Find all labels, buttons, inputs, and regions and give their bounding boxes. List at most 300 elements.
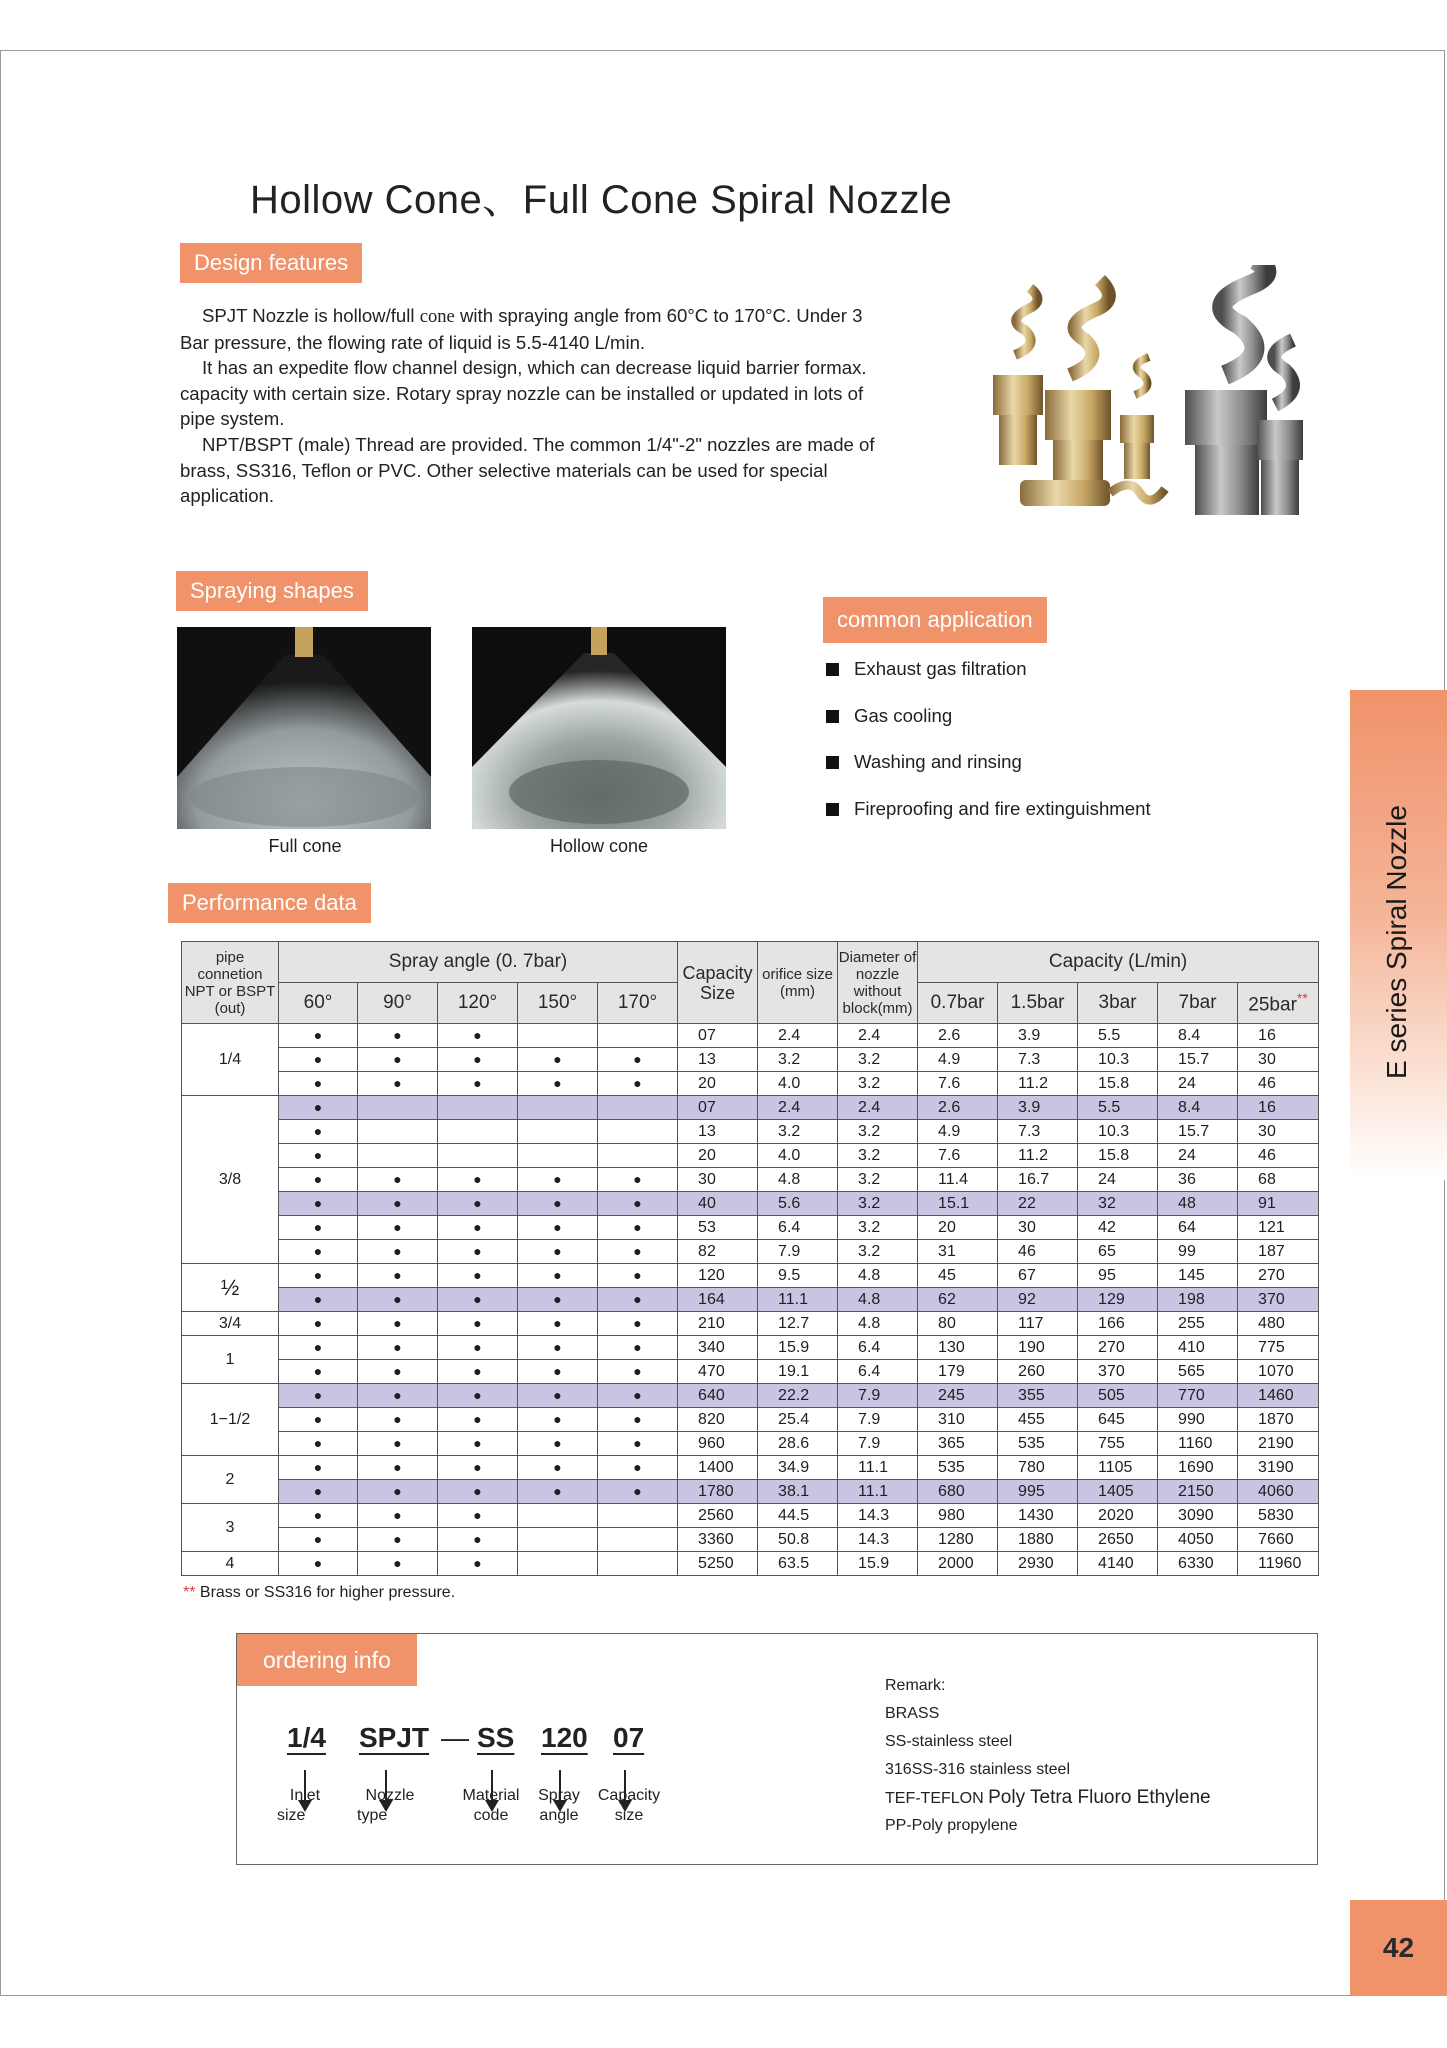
diameter-cell: 14.3 — [838, 1504, 918, 1528]
pressure-header: 25bar** — [1238, 983, 1319, 1024]
remark-block — [885, 1672, 1211, 1840]
pressure-header: 7bar — [1158, 983, 1238, 1024]
angle-available-dot-icon: ● — [598, 1168, 678, 1192]
angle-available-dot-icon: ● — [518, 1216, 598, 1240]
angle-available-dot-icon: ● — [518, 1048, 598, 1072]
angle-cell-empty — [598, 1096, 678, 1120]
capacity-cell: 370 — [1078, 1360, 1158, 1384]
remark-item: BRASS — [885, 1705, 940, 1722]
angle-header: 150° — [518, 983, 598, 1024]
angle-available-dot-icon: ● — [598, 1216, 678, 1240]
side-tab-label: E series Spiral Nozzle — [1381, 805, 1412, 1079]
diameter-cell: 7.9 — [838, 1408, 918, 1432]
angle-available-dot-icon: ● — [438, 1456, 518, 1480]
capacity-cell: 3.9 — [998, 1024, 1078, 1048]
capacity-cell: 365 — [918, 1432, 998, 1456]
angle-available-dot-icon: ● — [279, 1072, 358, 1096]
angle-available-dot-icon: ● — [518, 1480, 598, 1504]
orifice-cell: 7.9 — [758, 1240, 838, 1264]
square-bullet-icon — [826, 803, 839, 816]
angle-available-dot-icon: ● — [518, 1360, 598, 1384]
capacity-size-cell: 1400 — [678, 1456, 758, 1480]
capacity-size-cell: 30 — [678, 1168, 758, 1192]
table-row — [182, 1024, 1319, 1048]
ordering-info-heading: ordering info — [237, 1634, 417, 1686]
design-text-p1c: with spraying angle from 60°C to 170°C. Under 3 Bar pressure, the flowing rate of liquid is 5.5-4140 L/min. — [180, 305, 863, 353]
table-row — [182, 1288, 1319, 1312]
capacity-cell: 20 — [918, 1216, 998, 1240]
angle-available-dot-icon: ● — [438, 1168, 518, 1192]
angle-available-dot-icon: ● — [279, 1192, 358, 1216]
capacity-cell: 2020 — [1078, 1504, 1158, 1528]
table-row — [182, 1552, 1319, 1576]
capacity-cell: 4.9 — [918, 1048, 998, 1072]
angle-available-dot-icon: ● — [279, 1168, 358, 1192]
angle-available-dot-icon: ● — [518, 1312, 598, 1336]
nozzle-diameter-header: Diameter of nozzle without block(mm) — [838, 942, 918, 1024]
code-material: SS — [477, 1722, 515, 1753]
pressure-header: 0.7bar — [918, 983, 998, 1024]
pressure-header: 3bar — [1078, 983, 1158, 1024]
capacity-cell: 645 — [1078, 1408, 1158, 1432]
capacity-cell: 775 — [1238, 1336, 1319, 1360]
angle-available-dot-icon: ● — [438, 1264, 518, 1288]
diameter-cell: 14.3 — [838, 1528, 918, 1552]
capacity-cell: 46 — [1238, 1072, 1319, 1096]
capacity-cell: 2.6 — [918, 1096, 998, 1120]
capacity-cell: 270 — [1078, 1336, 1158, 1360]
remark-item: PP-Poly propylene — [885, 1817, 1018, 1834]
angle-available-dot-icon: ● — [279, 1312, 358, 1336]
capacity-size-cell: 5250 — [678, 1552, 758, 1576]
angle-available-dot-icon: ● — [279, 1024, 358, 1048]
angle-cell-empty — [518, 1144, 598, 1168]
angle-available-dot-icon: ● — [358, 1216, 438, 1240]
orifice-cell: 4.0 — [758, 1144, 838, 1168]
table-row — [182, 1144, 1319, 1168]
application-list — [824, 656, 1151, 842]
pipe-connection-header: pipe connetion NPT or BSPT (out) — [182, 942, 279, 1024]
angle-available-dot-icon: ● — [279, 1432, 358, 1456]
angle-available-dot-icon: ● — [438, 1336, 518, 1360]
angle-cell-empty — [598, 1120, 678, 1144]
capacity-cell: 64 — [1158, 1216, 1238, 1240]
angle-available-dot-icon: ● — [598, 1264, 678, 1288]
nozzle-product-image — [975, 265, 1305, 530]
capacity-cell: 7660 — [1238, 1528, 1319, 1552]
capacity-cell: 255 — [1158, 1312, 1238, 1336]
capacity-cell: 8.4 — [1158, 1024, 1238, 1048]
table-row — [182, 1456, 1319, 1480]
table-row — [182, 1384, 1319, 1408]
capacity-cell: 370 — [1238, 1288, 1319, 1312]
angle-header: 120° — [438, 983, 518, 1024]
capacity-cell: 2.6 — [918, 1024, 998, 1048]
angle-available-dot-icon: ● — [518, 1264, 598, 1288]
angle-available-dot-icon: ● — [598, 1384, 678, 1408]
capacity-cell: 535 — [998, 1432, 1078, 1456]
capacity-cell: 46 — [1238, 1144, 1319, 1168]
angle-available-dot-icon: ● — [598, 1192, 678, 1216]
code-spray-angle: 120 — [541, 1722, 588, 1753]
code-inlet-size: 1/4 — [287, 1722, 326, 1753]
capacity-size-cell: 82 — [678, 1240, 758, 1264]
angle-cell-empty — [438, 1144, 518, 1168]
capacity-cell: 130 — [918, 1336, 998, 1360]
angle-available-dot-icon: ● — [438, 1528, 518, 1552]
pipe-size-cell: 1/4 — [182, 1024, 279, 1096]
orifice-cell: 15.9 — [758, 1336, 838, 1360]
capacity-lmin-header: Capacity (L/min) — [918, 942, 1319, 983]
capacity-cell: 4050 — [1158, 1528, 1238, 1552]
capacity-size-cell: 164 — [678, 1288, 758, 1312]
capacity-cell: 16.7 — [998, 1168, 1078, 1192]
capacity-cell: 10.3 — [1078, 1048, 1158, 1072]
square-bullet-icon — [826, 663, 839, 676]
capacity-cell: 3.9 — [998, 1096, 1078, 1120]
orifice-cell: 4.8 — [758, 1168, 838, 1192]
angle-available-dot-icon: ● — [598, 1312, 678, 1336]
table-row — [182, 1120, 1319, 1144]
capacity-cell: 1070 — [1238, 1360, 1319, 1384]
angle-available-dot-icon: ● — [279, 1360, 358, 1384]
capacity-cell: 270 — [1238, 1264, 1319, 1288]
full-cone-spray-image — [177, 627, 431, 829]
angle-available-dot-icon: ● — [438, 1360, 518, 1384]
capacity-cell: 16 — [1238, 1024, 1319, 1048]
angle-available-dot-icon: ● — [518, 1192, 598, 1216]
capacity-cell: 24 — [1078, 1168, 1158, 1192]
orifice-cell: 3.2 — [758, 1120, 838, 1144]
diameter-cell: 3.2 — [838, 1120, 918, 1144]
capacity-cell: 980 — [918, 1504, 998, 1528]
capacity-cell: 121 — [1238, 1216, 1319, 1240]
table-row — [182, 1216, 1319, 1240]
remark-title: Remark: — [885, 1677, 946, 1694]
page-number: 42 — [1382, 1932, 1415, 1963]
capacity-cell: 480 — [1238, 1312, 1319, 1336]
capacity-cell: 24 — [1158, 1072, 1238, 1096]
capacity-size-cell: 340 — [678, 1336, 758, 1360]
capacity-cell: 129 — [1078, 1288, 1158, 1312]
diameter-cell: 3.2 — [838, 1048, 918, 1072]
pipe-size-cell: 1 — [182, 1336, 279, 1384]
capacity-cell: 117 — [998, 1312, 1078, 1336]
pipe-size-cell: 2 — [182, 1456, 279, 1504]
performance-table — [181, 941, 1319, 1576]
performance-data-heading: Performance data — [168, 883, 371, 923]
capacity-cell: 260 — [998, 1360, 1078, 1384]
capacity-cell: 1690 — [1158, 1456, 1238, 1480]
ordering-info-box — [236, 1633, 1318, 1865]
angle-available-dot-icon: ● — [358, 1384, 438, 1408]
capacity-size-cell: 640 — [678, 1384, 758, 1408]
capacity-cell: 10.3 — [1078, 1120, 1158, 1144]
capacity-cell: 48 — [1158, 1192, 1238, 1216]
diameter-cell: 4.8 — [838, 1264, 918, 1288]
capacity-cell: 46 — [998, 1240, 1078, 1264]
capacity-cell: 355 — [998, 1384, 1078, 1408]
capacity-cell: 6330 — [1158, 1552, 1238, 1576]
capacity-cell: 166 — [1078, 1312, 1158, 1336]
angle-cell-empty — [598, 1528, 678, 1552]
pipe-size-cell: 3/8 — [182, 1096, 279, 1264]
diameter-cell: 3.2 — [838, 1240, 918, 1264]
capacity-cell: 1460 — [1238, 1384, 1319, 1408]
list-item: Fireproofing and fire extinguishment — [824, 796, 1151, 843]
angle-cell-empty — [358, 1144, 438, 1168]
capacity-size-cell: 20 — [678, 1072, 758, 1096]
table-row — [182, 1096, 1319, 1120]
diameter-cell: 11.1 — [838, 1480, 918, 1504]
table-row — [182, 1432, 1319, 1456]
angle-available-dot-icon: ● — [518, 1072, 598, 1096]
capacity-cell: 80 — [918, 1312, 998, 1336]
angle-available-dot-icon: ● — [438, 1504, 518, 1528]
capacity-cell: 2930 — [998, 1552, 1078, 1576]
capacity-cell: 8.4 — [1158, 1096, 1238, 1120]
hollow-cone-caption: Hollow cone — [549, 836, 649, 856]
capacity-size-cell: 1780 — [678, 1480, 758, 1504]
capacity-cell: 15.7 — [1158, 1120, 1238, 1144]
angle-available-dot-icon: ● — [279, 1048, 358, 1072]
angle-header: 60° — [279, 983, 358, 1024]
pipe-size-cell: 3/4 — [182, 1312, 279, 1336]
table-row — [182, 1168, 1319, 1192]
angle-available-dot-icon: ● — [279, 1408, 358, 1432]
capacity-cell: 32 — [1078, 1192, 1158, 1216]
capacity-cell: 535 — [918, 1456, 998, 1480]
capacity-cell: 7.6 — [918, 1072, 998, 1096]
orifice-cell: 5.6 — [758, 1192, 838, 1216]
angle-available-dot-icon: ● — [518, 1408, 598, 1432]
capacity-cell: 65 — [1078, 1240, 1158, 1264]
capacity-size-cell: 20 — [678, 1144, 758, 1168]
angle-available-dot-icon: ● — [358, 1360, 438, 1384]
remark-item: TEF-TEFLON Poly Tetra Fluoro Ethylene — [885, 1787, 1211, 1808]
orifice-cell: 38.1 — [758, 1480, 838, 1504]
angle-available-dot-icon: ● — [358, 1264, 438, 1288]
diameter-cell: 6.4 — [838, 1360, 918, 1384]
angle-available-dot-icon: ● — [438, 1288, 518, 1312]
pressure-header: 1.5bar — [998, 983, 1078, 1024]
orifice-cell: 34.9 — [758, 1456, 838, 1480]
diameter-cell: 3.2 — [838, 1168, 918, 1192]
angle-available-dot-icon: ● — [598, 1336, 678, 1360]
angle-available-dot-icon: ● — [598, 1048, 678, 1072]
angle-available-dot-icon: ● — [438, 1048, 518, 1072]
table-row — [182, 1192, 1319, 1216]
capacity-cell: 92 — [998, 1288, 1078, 1312]
capacity-size-cell: 470 — [678, 1360, 758, 1384]
angle-available-dot-icon: ● — [279, 1480, 358, 1504]
angle-cell-empty — [518, 1024, 598, 1048]
angle-available-dot-icon: ● — [358, 1432, 438, 1456]
performance-table-body — [182, 1024, 1319, 1576]
angle-available-dot-icon: ● — [358, 1552, 438, 1576]
angle-available-dot-icon: ● — [358, 1312, 438, 1336]
capacity-cell: 990 — [1158, 1408, 1238, 1432]
diameter-cell: 3.2 — [838, 1072, 918, 1096]
remark-item: SS-stainless steel — [885, 1733, 1013, 1750]
orifice-cell: 63.5 — [758, 1552, 838, 1576]
capacity-cell: 179 — [918, 1360, 998, 1384]
list-item: Gas cooling — [824, 703, 1151, 750]
capacity-cell: 67 — [998, 1264, 1078, 1288]
capacity-size-cell: 3360 — [678, 1528, 758, 1552]
angle-available-dot-icon: ● — [598, 1240, 678, 1264]
angle-header: 90° — [358, 983, 438, 1024]
capacity-size-cell: 210 — [678, 1312, 758, 1336]
angle-cell-empty — [518, 1120, 598, 1144]
orifice-cell: 19.1 — [758, 1360, 838, 1384]
capacity-cell: 4.9 — [918, 1120, 998, 1144]
diameter-cell: 2.4 — [838, 1096, 918, 1120]
capacity-cell: 22 — [998, 1192, 1078, 1216]
orifice-cell: 6.4 — [758, 1216, 838, 1240]
capacity-size-cell: 2560 — [678, 1504, 758, 1528]
angle-available-dot-icon: ● — [358, 1168, 438, 1192]
capacity-cell: 5.5 — [1078, 1024, 1158, 1048]
capacity-cell: 7.3 — [998, 1048, 1078, 1072]
diameter-cell: 15.9 — [838, 1552, 918, 1576]
table-row — [182, 1504, 1319, 1528]
capacity-cell: 11.2 — [998, 1144, 1078, 1168]
angle-available-dot-icon: ● — [358, 1072, 438, 1096]
angle-available-dot-icon: ● — [358, 1504, 438, 1528]
angle-available-dot-icon: ● — [438, 1072, 518, 1096]
angle-cell-empty — [358, 1120, 438, 1144]
capacity-cell: 15.1 — [918, 1192, 998, 1216]
capacity-cell: 45 — [918, 1264, 998, 1288]
angle-available-dot-icon: ● — [438, 1312, 518, 1336]
orifice-cell: 28.6 — [758, 1432, 838, 1456]
list-item: Exhaust gas filtration — [824, 656, 1151, 703]
angle-available-dot-icon: ● — [358, 1288, 438, 1312]
orifice-cell: 2.4 — [758, 1024, 838, 1048]
diameter-cell: 3.2 — [838, 1216, 918, 1240]
capacity-cell: 11960 — [1238, 1552, 1319, 1576]
angle-available-dot-icon: ● — [279, 1288, 358, 1312]
capacity-cell: 190 — [998, 1336, 1078, 1360]
angle-available-dot-icon: ● — [438, 1552, 518, 1576]
capacity-size-cell: 960 — [678, 1432, 758, 1456]
capacity-cell: 99 — [1158, 1240, 1238, 1264]
capacity-cell: 15.8 — [1078, 1072, 1158, 1096]
capacity-cell: 5830 — [1238, 1504, 1319, 1528]
capacity-size-cell: 120 — [678, 1264, 758, 1288]
label-inlet-size: Inlet size — [277, 1787, 321, 1824]
angle-available-dot-icon: ● — [358, 1240, 438, 1264]
square-bullet-icon — [826, 756, 839, 769]
design-features-text — [180, 303, 880, 509]
capacity-cell: 1405 — [1078, 1480, 1158, 1504]
angle-available-dot-icon: ● — [438, 1216, 518, 1240]
table-row — [182, 1480, 1319, 1504]
capacity-cell: 1870 — [1238, 1408, 1319, 1432]
capacity-cell: 995 — [998, 1480, 1078, 1504]
hollow-cone-spray-image — [472, 627, 726, 829]
pipe-size-cell: 4 — [182, 1552, 279, 1576]
capacity-cell: 780 — [998, 1456, 1078, 1480]
angle-available-dot-icon: ● — [279, 1096, 358, 1120]
orifice-cell: 2.4 — [758, 1096, 838, 1120]
code-capacity-size: 07 — [613, 1722, 645, 1753]
table-row — [182, 1336, 1319, 1360]
capacity-size-cell: 53 — [678, 1216, 758, 1240]
angle-cell-empty — [518, 1552, 598, 1576]
pipe-size-cell: 1−1/2 — [182, 1384, 279, 1456]
remark-item: 316SS-316 stainless steel — [885, 1761, 1070, 1778]
capacity-cell: 15.7 — [1158, 1048, 1238, 1072]
angle-available-dot-icon: ● — [279, 1144, 358, 1168]
capacity-size-cell: 13 — [678, 1048, 758, 1072]
capacity-cell: 1280 — [918, 1528, 998, 1552]
angle-available-dot-icon: ● — [358, 1480, 438, 1504]
angle-header: 170° — [598, 983, 678, 1024]
angle-available-dot-icon: ● — [358, 1336, 438, 1360]
orifice-cell: 4.0 — [758, 1072, 838, 1096]
capacity-cell: 187 — [1238, 1240, 1319, 1264]
angle-available-dot-icon: ● — [438, 1240, 518, 1264]
diameter-cell: 7.9 — [838, 1432, 918, 1456]
capacity-size-header: Capacity Size — [678, 942, 758, 1024]
angle-available-dot-icon: ● — [279, 1384, 358, 1408]
orifice-cell: 3.2 — [758, 1048, 838, 1072]
capacity-cell: 2150 — [1158, 1480, 1238, 1504]
diameter-cell: 4.8 — [838, 1288, 918, 1312]
pipe-size-cell: 3 — [182, 1504, 279, 1552]
list-item: Washing and rinsing — [824, 749, 1151, 796]
capacity-cell: 410 — [1158, 1336, 1238, 1360]
angle-available-dot-icon: ● — [279, 1240, 358, 1264]
orifice-cell: 9.5 — [758, 1264, 838, 1288]
capacity-cell: 95 — [1078, 1264, 1158, 1288]
angle-available-dot-icon: ● — [438, 1432, 518, 1456]
capacity-size-cell: 07 — [678, 1024, 758, 1048]
table-row — [182, 1312, 1319, 1336]
angle-available-dot-icon: ● — [358, 1456, 438, 1480]
angle-available-dot-icon: ● — [518, 1168, 598, 1192]
angle-cell-empty — [598, 1024, 678, 1048]
label-material-code: Material code — [462, 1787, 520, 1824]
angle-available-dot-icon: ● — [438, 1408, 518, 1432]
capacity-cell: 30 — [1238, 1120, 1319, 1144]
table-row — [182, 1528, 1319, 1552]
capacity-cell: 565 — [1158, 1360, 1238, 1384]
table-row — [182, 1360, 1319, 1384]
capacity-cell: 4140 — [1078, 1552, 1158, 1576]
angle-available-dot-icon: ● — [518, 1240, 598, 1264]
capacity-cell: 455 — [998, 1408, 1078, 1432]
capacity-cell: 42 — [1078, 1216, 1158, 1240]
angle-available-dot-icon: ● — [279, 1552, 358, 1576]
capacity-cell: 1160 — [1158, 1432, 1238, 1456]
orifice-cell: 22.2 — [758, 1384, 838, 1408]
angle-available-dot-icon: ● — [598, 1072, 678, 1096]
orifice-cell: 11.1 — [758, 1288, 838, 1312]
code-separator: — — [441, 1722, 469, 1753]
angle-available-dot-icon: ● — [598, 1480, 678, 1504]
capacity-size-cell: 07 — [678, 1096, 758, 1120]
capacity-cell: 36 — [1158, 1168, 1238, 1192]
page-title: Hollow Cone、Full Cone Spiral Nozzle — [250, 178, 953, 222]
capacity-cell: 505 — [1078, 1384, 1158, 1408]
angle-available-dot-icon: ● — [598, 1288, 678, 1312]
angle-available-dot-icon: ● — [598, 1408, 678, 1432]
angle-available-dot-icon: ● — [279, 1456, 358, 1480]
angle-available-dot-icon: ● — [518, 1336, 598, 1360]
